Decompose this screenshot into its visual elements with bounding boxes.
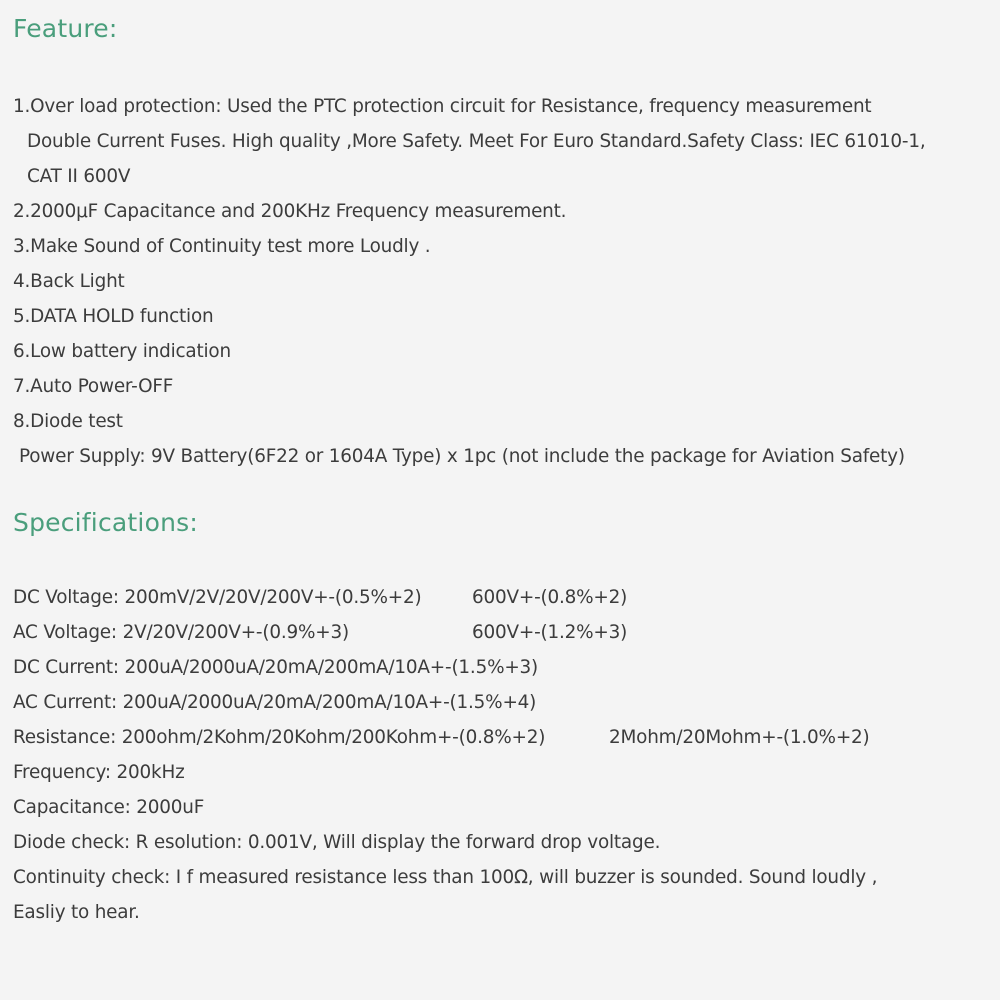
spec-extra-range: 2Mohm/20Mohm+-(1.0%+2) <box>609 727 870 748</box>
power-supply-line: Power Supply: 9V Battery(6F22 or 1604A Type) x 1pc (not include the package for Aviation Safety) <box>19 446 905 467</box>
feature-line: 2.2000μF Capacitance and 200KHz Frequency measurement. <box>13 201 567 222</box>
spec-row-ac-current <box>13 685 877 720</box>
spec-text: AC Current: 200uA/2000uA/20mA/200mA/10A+-(1.5%+4) <box>13 692 537 713</box>
spec-row-dc-current <box>13 650 877 685</box>
spec-extra-range: 600V+-(1.2%+3) <box>472 622 628 643</box>
spec-text: DC Voltage: 200mV/2V/20V/200V+-(0.5%+2) <box>13 587 422 608</box>
feature-line: 7.Auto Power-OFF <box>13 376 174 397</box>
spec-row-continuity-check-cont <box>13 895 877 930</box>
specifications-list <box>13 580 877 930</box>
spec-row-resistance <box>13 720 877 755</box>
spec-row-diode-check <box>13 825 877 860</box>
spec-row-frequency <box>13 755 877 790</box>
spec-row-continuity-check <box>13 860 877 895</box>
spec-text: DC Current: 200uA/2000uA/20mA/200mA/10A+-(1.5%+3) <box>13 657 539 678</box>
spec-text: Resistance: 200ohm/2Kohm/20Kohm/200Kohm+-(0.8%+2) <box>13 727 546 748</box>
spec-text: Diode check: R esolution: 0.001V, Will display the forward drop voltage. <box>13 832 661 853</box>
spec-row-capacitance <box>13 790 877 825</box>
spec-text: Continuity check: I f measured resistance less than 100Ω, will buzzer is sounded. Sound loudly , <box>13 867 878 888</box>
feature-list <box>13 89 925 474</box>
specifications-heading: Specifications: <box>13 508 198 537</box>
spec-text: Easliy to hear. <box>13 902 140 923</box>
feature-line: 3.Make Sound of Continuity test more Loudly . <box>13 236 431 257</box>
feature-line: CAT II 600V <box>27 166 131 187</box>
feature-line: 6.Low battery indication <box>13 341 231 362</box>
feature-heading: Feature: <box>13 14 118 43</box>
feature-line: 5.DATA HOLD function <box>13 306 214 327</box>
feature-line: 1.Over load protection: Used the PTC protection circuit for Resistance, frequency measurement <box>13 96 872 117</box>
feature-line: 4.Back Light <box>13 271 125 292</box>
spec-text: Capacitance: 2000uF <box>13 797 205 818</box>
spec-text: AC Voltage: 2V/20V/200V+-(0.9%+3) <box>13 622 349 643</box>
spec-extra-range: 600V+-(0.8%+2) <box>472 587 628 608</box>
spec-row-ac-voltage <box>13 615 877 650</box>
feature-line: Double Current Fuses. High quality ,More Safety. Meet For Euro Standard.Safety Class: IEC 61010-1, <box>27 131 926 152</box>
feature-line: 8.Diode test <box>13 411 123 432</box>
spec-row-dc-voltage <box>13 580 877 615</box>
spec-text: Frequency: 200kHz <box>13 762 185 783</box>
